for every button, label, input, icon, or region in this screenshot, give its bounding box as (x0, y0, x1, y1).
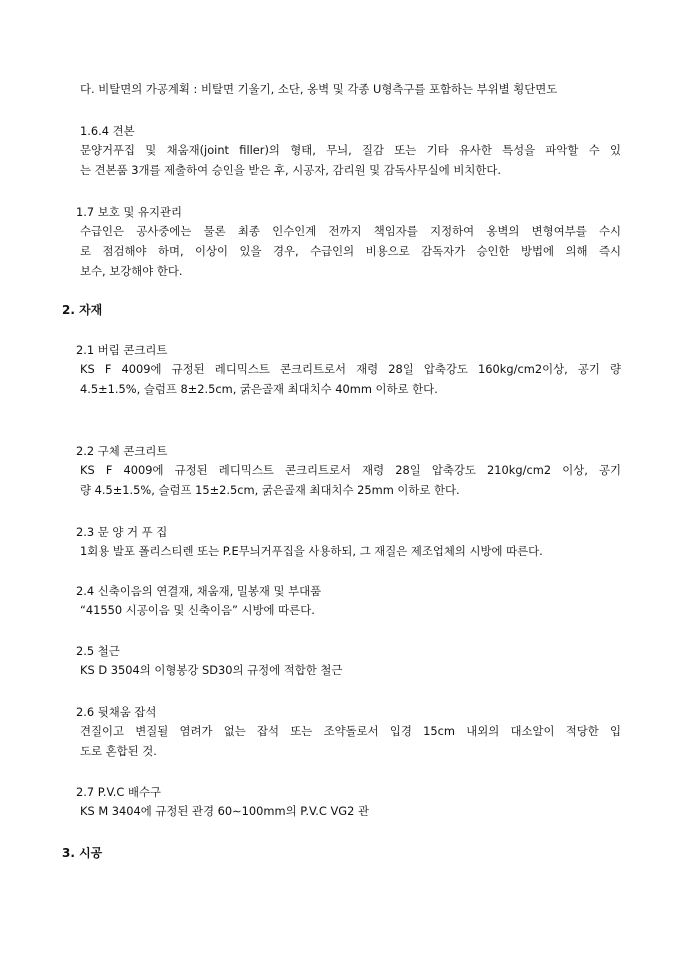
section-2-5-line-1: KS D 3504의 이형봉강 SD30의 규정에 적합한 철근 (80, 663, 343, 677)
section-2-7-line-1: KS M 3404에 규정된 관경 60∼100mm의 P.V.C VG2 관 (80, 804, 369, 818)
section-1-6-4-line-2: 는 견본품 3개를 제출하여 승인을 받은 후, 시공자, 감리원 및 감독사무실에 비치한다. (80, 163, 502, 177)
section-2-3-line-1: 1회용 발포 폴리스티렌 또는 P.E무늬거푸집을 사용하되, 그 재질은 제조업체의 시방에 따른다. (80, 544, 543, 558)
section-1-7-line-1: 수급인은 공사중에는 물론 최종 인수인계 전까지 책임자를 지정하여 옹벽의 변형여부를 수시 (80, 224, 621, 238)
section-2-6-line-2: 도로 혼합된 것. (80, 744, 157, 758)
section-2-2-line-1: KS F 4009에 규정된 레디믹스트 콘크리트로서 재령 28일 압축강도 210kg/cm2 이상, 공기 (80, 463, 621, 477)
intro-line: 다. 비탈면의 가공계획 : 비탈면 기울기, 소단, 옹벽 및 각종 U형측구를 포함하는 부위별 횡단면도 (80, 82, 558, 96)
section-1-7-line-3: 보수, 보강해야 한다. (80, 264, 183, 278)
section-2-5-heading: 2.5 철근 (76, 644, 120, 658)
chapter-3-heading: 3. 시공 (62, 846, 103, 860)
section-2-1-line-1: KS F 4009에 규정된 레디믹스트 콘크리트로서 재령 28일 압축강도 160kg/cm2이상, 공기 량 (80, 362, 621, 376)
section-2-4-heading: 2.4 신축이음의 연결재, 채움재, 밀봉재 및 부대품 (76, 584, 322, 598)
section-2-4-line-1: “41550 시공이음 및 신축이음” 시방에 따른다. (80, 603, 315, 617)
section-2-3-heading: 2.3 문 양 거 푸 집 (76, 525, 168, 539)
section-2-1-line-2: 4.5±1.5%, 슬럼프 8±2.5cm, 굵은골재 최대치수 40mm 이하로 한다. (80, 382, 438, 396)
section-2-2-heading: 2.2 구체 콘크리트 (76, 444, 168, 458)
section-2-6-line-1: 견질이고 변질될 염려가 없는 잡석 또는 조약돌로서 입경 15cm 내외의 대소알이 적당한 입 (80, 724, 621, 738)
section-1-7-line-2: 로 점검해야 하며, 이상이 있을 경우, 수급인의 비용으로 감독자가 승인한 방법에 의해 즉시 (80, 244, 621, 258)
chapter-2-heading: 2. 자재 (62, 303, 103, 317)
section-2-1-heading: 2.1 버림 콘크리트 (76, 343, 168, 357)
section-1-6-4-heading: 1.6.4 견본 (80, 124, 135, 138)
section-2-2-line-2: 량 4.5±1.5%, 슬럼프 15±2.5cm, 굵은골재 최대치수 25mm 이하로 한다. (80, 483, 460, 497)
section-1-6-4-line-1: 문양거푸집 및 채움재(joint filler)의 형태, 무늬, 질감 또는 기타 유사한 특성을 파악할 수 있 (80, 143, 621, 157)
section-2-7-heading: 2.7 P.V.C 배수구 (76, 785, 161, 799)
section-1-7-heading: 1.7 보호 및 유지관리 (76, 205, 183, 219)
section-2-6-heading: 2.6 뒷채움 잡석 (76, 705, 157, 719)
